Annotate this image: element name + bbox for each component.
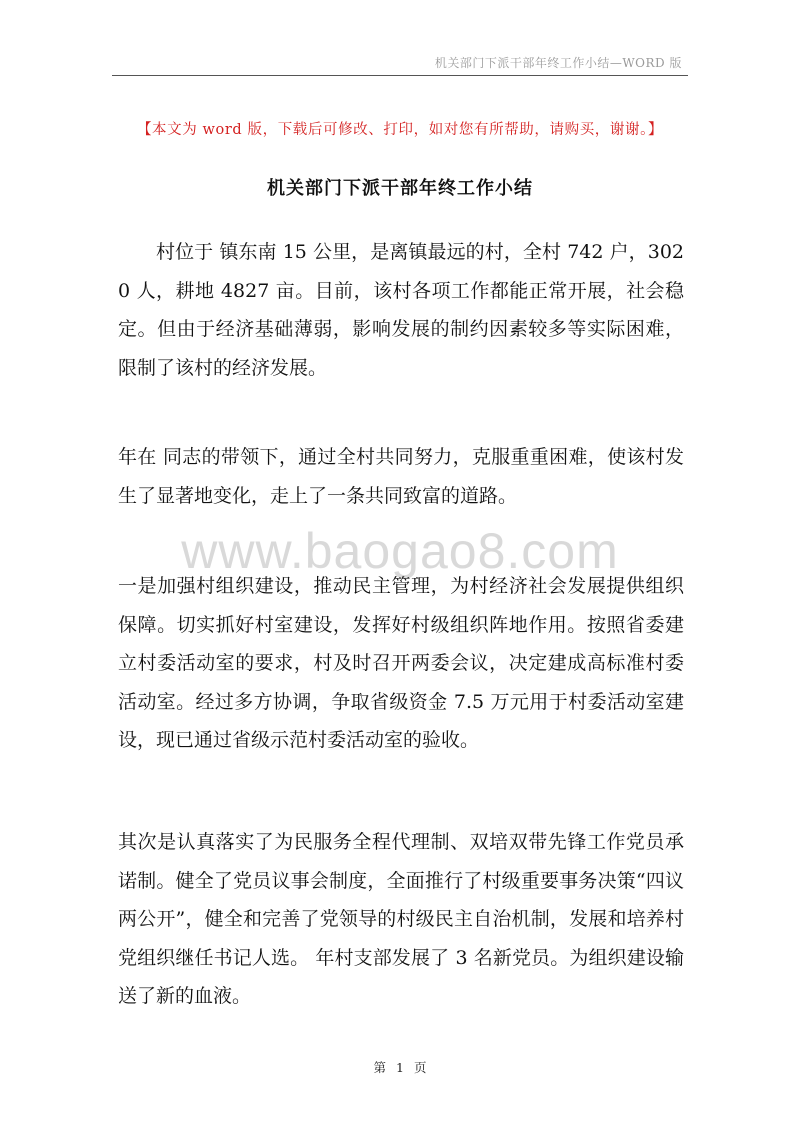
running-header-title: 机关部门下派干部年终工作小结—WORD 版 [434, 56, 682, 70]
footer-suffix: 页 [413, 1060, 427, 1075]
page-footer [0, 1058, 800, 1076]
paragraph-organization: 一是加强村组织建设，推动民主管理，为村经济社会发展提供组织保障。切实抓好村室建设，发挥好村级组织阵地作用。按照省委建立村委活动室的要求，村及时召开两委会议，决定建成高标准村委活动室。经过多方协调，争取省级资金 7.5 万元用于村委活动室建设，现已通过省级示范村委活动室的验收。 [118, 575, 684, 751]
paragraph-summary: 年在 同志的带领下，通过全村共同努力，克服重重困难，使该村发生了显著地变化，走上了一条共同致富的道路。 [118, 446, 684, 507]
paragraph-party-system: 其次是认真落实了为民服务全程代理制、双培双带先锋工作党员承诺制。健全了党员议事会制度，全面推行了村级重要事务决策“四议两公开”，健全和完善了党领导的村级民主自治机制，发展和培养村党组织继任书记人选。 年村支部发展了 3 名新党员。为组织建设输送了新的血液。 [118, 831, 684, 1007]
header-divider [112, 75, 688, 76]
watermark-text: www.baogao8.com [181, 523, 619, 579]
purchase-notice: 【本文为 word 版，下载后可修改、打印，如对您有所帮助，请购买，谢谢。】 [136, 122, 664, 138]
page-number: 1 [396, 1060, 404, 1075]
paragraph-intro: 村位于 镇东南 15 公里，是离镇最远的村，全村 742 户，3020 人，耕地 4827 亩。目前，该村各项工作都能正常开展，社会稳定。但由于经济基础薄弱，影响发展的制约因素较多等实际困难，限制了该村的经济发展。 [118, 241, 684, 379]
document-title: 机关部门下派干部年终工作小结 [267, 178, 533, 199]
footer-prefix: 第 [373, 1060, 387, 1075]
